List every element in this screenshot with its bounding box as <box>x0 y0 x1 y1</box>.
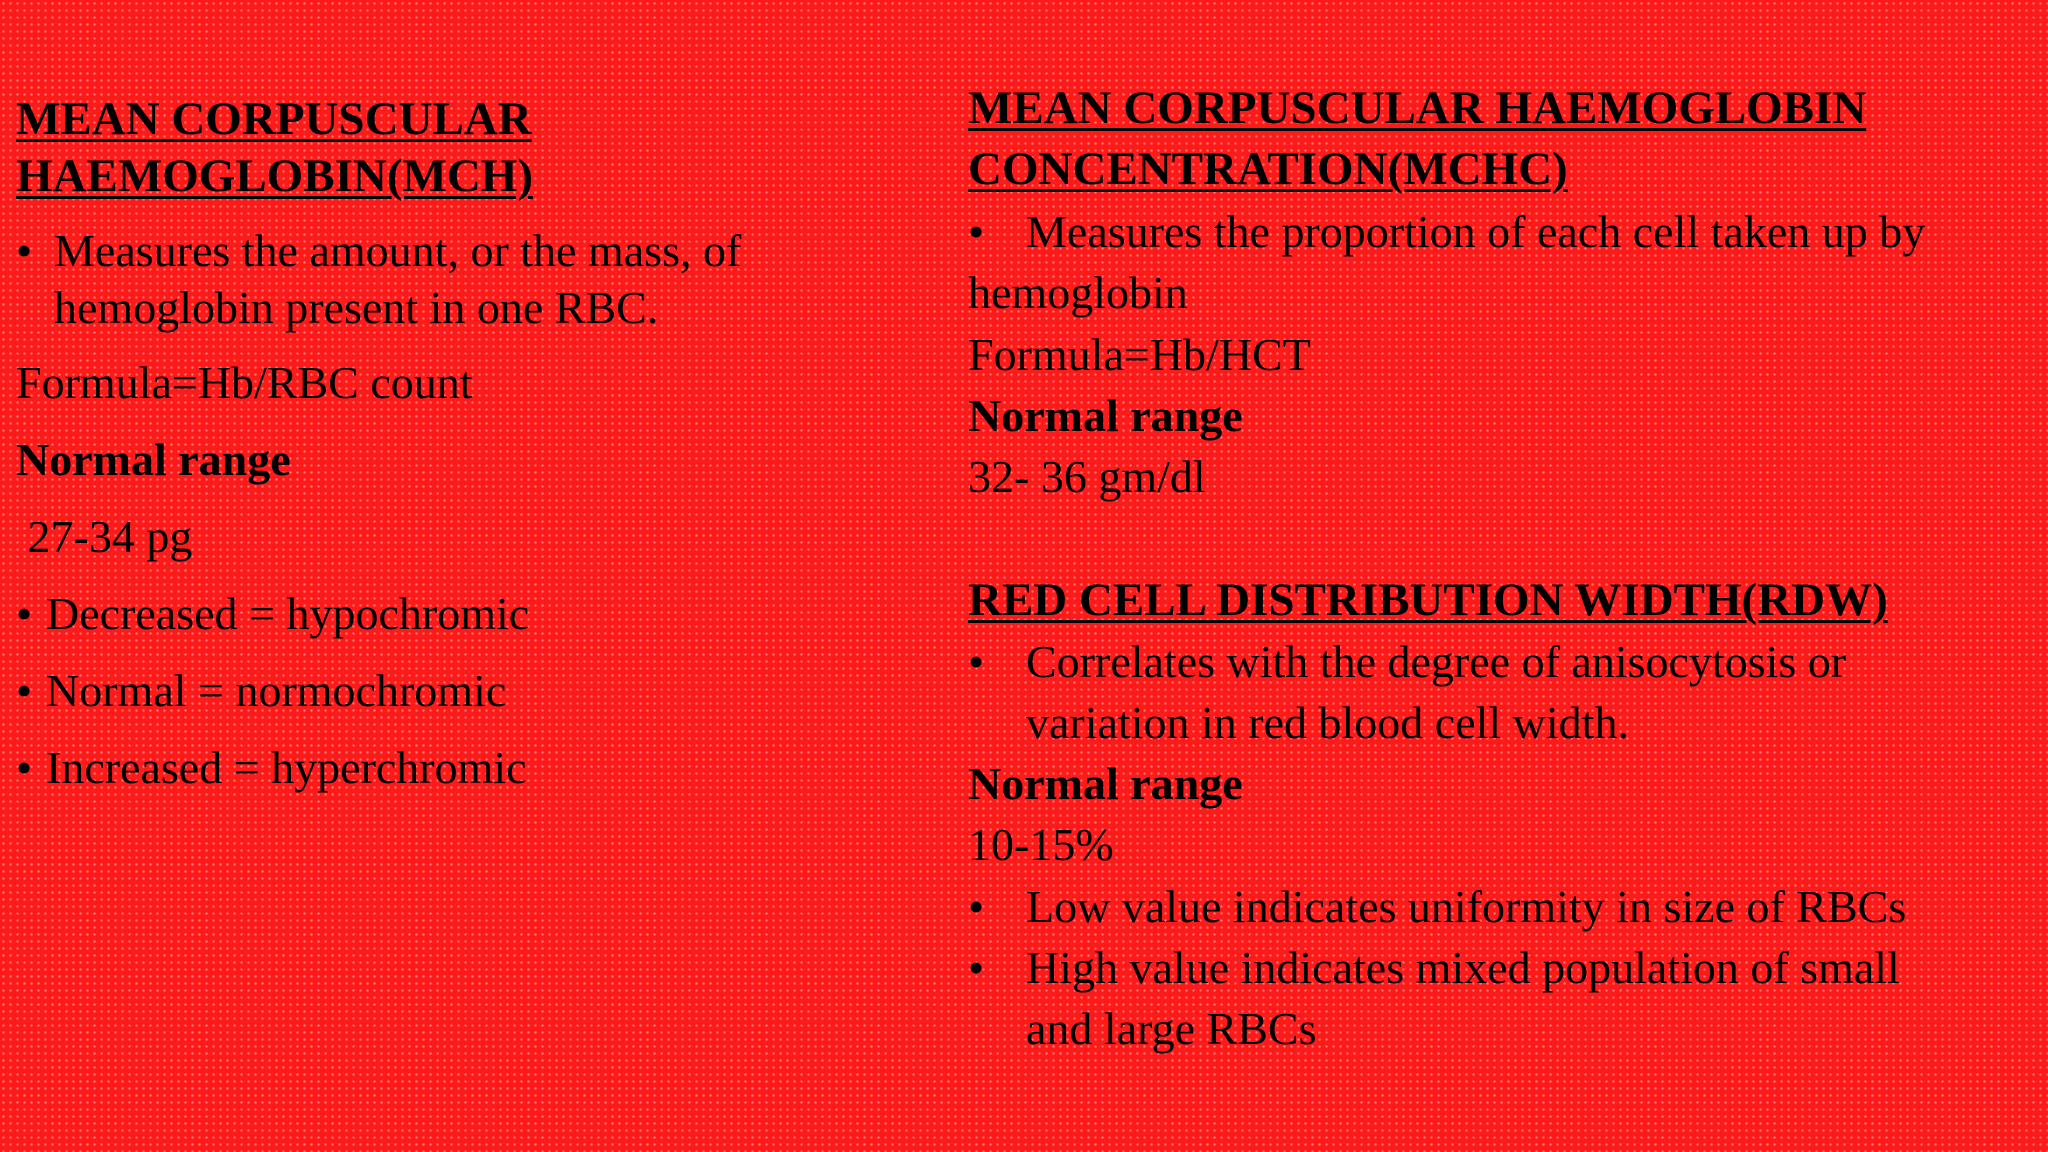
list-item <box>16 585 896 643</box>
bullet-icon: • <box>16 225 33 276</box>
mch-item-decreased: Decreased = hypochromic <box>46 588 530 639</box>
mchc-heading-line1: MEAN CORPUSCULAR HAEMOGLOBIN <box>968 82 1867 134</box>
bullet-icon: • <box>16 665 33 716</box>
list-item <box>16 662 896 720</box>
mch-normal-range-value: 27-34 pg <box>16 511 193 562</box>
bullet-icon: • <box>968 636 985 687</box>
mch-description-line1: Measures the amount, or the mass, of <box>54 225 742 276</box>
bullet-icon: • <box>16 742 33 793</box>
rdw-item-high-line2: and large RBCs <box>1026 1003 1317 1054</box>
mch-description-line2: hemoglobin present in one RBC. <box>54 282 659 333</box>
mch-formula: Formula=Hb/RBC count <box>16 357 473 408</box>
rdw-heading: RED CELL DISTRIBUTION WIDTH(RDW) <box>968 574 1888 626</box>
rdw-description-line2: variation in red blood cell width. <box>1026 697 1629 748</box>
bullet-icon: • <box>968 881 985 932</box>
list-item <box>968 939 2038 1059</box>
rdw-item-low-line1: Low value indicates uniformity in size of RBCs <box>1026 881 1907 932</box>
mchc-formula: Formula=Hb/HCT <box>968 329 1311 380</box>
mchc-description-line1: Measures the proportion of each cell taken up by <box>1026 206 1926 257</box>
bullet-icon: • <box>16 588 33 639</box>
bullet-icon: • <box>968 942 985 993</box>
mch-description <box>16 222 896 338</box>
mchc-description-line2: hemoglobin <box>968 267 1188 318</box>
rdw-item-high-line1: High value indicates mixed population of small <box>1026 942 1900 993</box>
bullet-icon: • <box>968 206 985 257</box>
rdw-normal-range-label: Normal range <box>968 758 1243 809</box>
list-item <box>968 878 2038 936</box>
rdw-description <box>968 633 2038 753</box>
mchc-description <box>968 203 2038 323</box>
mch-normal-range-label: Normal range <box>16 434 291 485</box>
mch-item-normal: Normal = normochromic <box>46 665 507 716</box>
mch-heading-line1: MEAN CORPUSCULAR <box>16 93 532 145</box>
mch-heading-line2: HAEMOGLOBIN(MCH) <box>16 150 533 202</box>
rdw-normal-range-value: 10-15% <box>968 819 1114 870</box>
mch-item-increased: Increased = hyperchromic <box>46 742 527 793</box>
list-item <box>16 739 896 797</box>
mchc-normal-range-value: 32- 36 gm/dl <box>968 451 1206 502</box>
mchc-normal-range-label: Normal range <box>968 390 1243 441</box>
rdw-description-line1: Correlates with the degree of anisocytosis or <box>1026 636 1847 687</box>
mchc-heading-line2: CONCENTRATION(MCHC) <box>968 143 1568 195</box>
